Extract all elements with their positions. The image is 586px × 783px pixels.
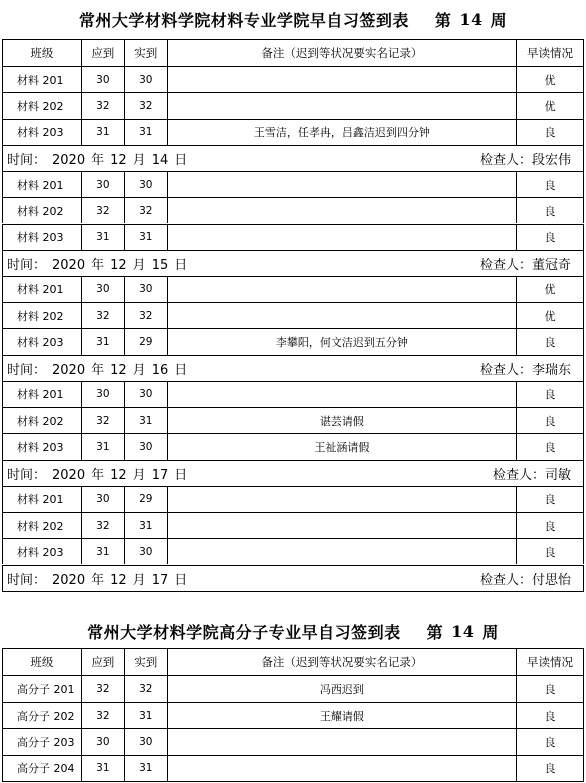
cell-present: 30 [125, 539, 168, 564]
cell-class: 材料 201 [3, 382, 82, 407]
checker-name: 检查人：李瑞东 [479, 362, 571, 378]
table-row [2, 755, 584, 782]
date-checker-row [2, 460, 584, 486]
cell-note [168, 93, 517, 118]
table-row [2, 433, 584, 459]
cell-reading: 良 [517, 539, 584, 564]
cell-class: 材料 202 [3, 198, 82, 223]
cell-class: 材料 203 [3, 120, 82, 145]
cell-due: 32 [82, 198, 125, 223]
cell-class: 材料 203 [3, 434, 82, 459]
cell-present: 31 [125, 513, 168, 538]
week-suffix: 周 [490, 11, 508, 30]
table-row [2, 276, 584, 302]
cell-class: 高分子 201 [3, 676, 82, 702]
day-value: 14 [151, 152, 169, 168]
cell-class: 高分子 202 [3, 703, 82, 729]
month-value: 12 [110, 467, 127, 483]
cell-note: 王耀请假 [168, 703, 517, 729]
cell-due: 31 [82, 120, 125, 145]
cell-reading: 良 [517, 198, 584, 223]
month-unit: 月 [132, 257, 146, 273]
cell-class: 材料 203 [3, 225, 82, 250]
table-row [2, 675, 584, 702]
cell-note: 冯西迟到 [168, 676, 517, 702]
checker-name: 检查人：付思怡 [479, 572, 571, 588]
table-row [2, 407, 584, 433]
month-value: 12 [110, 362, 127, 378]
day-value: 17 [151, 467, 169, 483]
cell-class: 材料 201 [3, 172, 82, 197]
day-unit: 日 [174, 257, 188, 273]
cell-due: 32 [82, 513, 125, 538]
cell-due: 31 [82, 329, 125, 354]
cell-class: 材料 201 [3, 277, 82, 302]
table-row [2, 66, 584, 92]
year-value: 2020 [52, 467, 86, 483]
cell-class: 材料 202 [3, 408, 82, 433]
cell-due: 31 [82, 539, 125, 564]
date-line [7, 254, 187, 273]
cell-due: 31 [82, 225, 125, 250]
cell-due: 30 [82, 487, 125, 512]
cell-due: 32 [82, 303, 125, 328]
cell-present: 29 [125, 329, 168, 354]
week-number: 14 [451, 621, 475, 641]
cell-present: 32 [125, 93, 168, 118]
day-unit: 日 [174, 362, 188, 378]
cell-present: 30 [125, 729, 168, 755]
year-value: 2020 [52, 152, 86, 168]
cell-reading: 良 [517, 329, 584, 354]
cell-note [168, 277, 517, 302]
sheet1-bottom-border [2, 591, 584, 593]
cell-due: 30 [82, 172, 125, 197]
table-row [2, 302, 584, 328]
cell-present: 31 [125, 756, 168, 781]
cell-present: 30 [125, 67, 168, 92]
month-unit: 月 [132, 152, 146, 168]
month-unit: 月 [132, 572, 146, 588]
year-unit: 年 [91, 572, 105, 588]
cell-reading: 良 [517, 487, 584, 512]
cell-reading: 良 [517, 120, 584, 145]
date-line [7, 464, 187, 483]
table-row [2, 538, 584, 564]
cell-note [168, 382, 517, 407]
week-prefix: 第 [434, 11, 452, 30]
date-checker-row [2, 145, 584, 171]
cell-note [168, 729, 517, 755]
year-unit: 年 [91, 152, 105, 168]
cell-due: 30 [82, 67, 125, 92]
header-class: 班级 [3, 649, 82, 675]
year-value: 2020 [52, 572, 86, 588]
header-class: 班级 [3, 40, 82, 66]
cell-class: 材料 202 [3, 513, 82, 538]
date-checker-row [2, 250, 584, 276]
cell-due: 30 [82, 729, 125, 755]
time-label: 时间： [7, 467, 47, 483]
checker-name: 检查人：司敏 [492, 467, 571, 483]
day-value: 17 [151, 572, 169, 588]
table-row [2, 197, 584, 223]
cell-class: 材料 203 [3, 329, 82, 354]
cell-reading: 优 [517, 277, 584, 302]
cell-due: 32 [82, 676, 125, 702]
cell-due: 32 [82, 408, 125, 433]
checker-name: 检查人：段宏伟 [479, 152, 571, 168]
month-value: 12 [110, 572, 127, 588]
cell-note [168, 172, 517, 197]
sheet-title [2, 614, 584, 648]
time-label: 时间： [7, 572, 47, 588]
day-unit: 日 [174, 152, 188, 168]
cell-present: 31 [125, 120, 168, 145]
cell-note [168, 539, 517, 564]
cell-note [168, 513, 517, 538]
checker-name: 检查人：董冠奇 [479, 257, 571, 273]
table-row [2, 224, 584, 250]
week-prefix: 第 [426, 622, 444, 642]
year-unit: 年 [91, 257, 105, 273]
cell-present: 30 [125, 382, 168, 407]
cell-class: 材料 203 [3, 539, 82, 564]
time-label: 时间： [7, 257, 47, 273]
year-value: 2020 [52, 362, 86, 378]
cell-present: 32 [125, 303, 168, 328]
cell-present: 31 [125, 408, 168, 433]
header-reading: 早读情况 [517, 40, 584, 66]
cell-present: 30 [125, 277, 168, 302]
header-reading: 早读情况 [517, 649, 584, 675]
cell-reading: 良 [517, 729, 584, 755]
title-text: 常州大学材料学院材料专业学院早自习签到表 [78, 11, 409, 30]
cell-present: 30 [125, 172, 168, 197]
week-number: 14 [459, 10, 483, 29]
cell-note: 谌芸请假 [168, 408, 517, 433]
table-row [2, 702, 584, 729]
time-label: 时间： [7, 152, 47, 168]
cell-due: 32 [82, 703, 125, 729]
year-unit: 年 [91, 467, 105, 483]
table-header-row [2, 648, 584, 675]
cell-note: 李攀阳，何文洁迟到五分钟 [168, 329, 517, 354]
header-present: 实到 [125, 40, 168, 66]
cell-reading: 优 [517, 93, 584, 118]
cell-reading: 良 [517, 225, 584, 250]
cell-note [168, 198, 517, 223]
table-row [2, 92, 584, 118]
table-row [2, 728, 584, 755]
date-line [7, 149, 187, 168]
cell-reading: 良 [517, 408, 584, 433]
cell-note: 王祉涵请假 [168, 434, 517, 459]
title-text: 常州大学材料学院高分子专业早自习签到表 [87, 622, 401, 642]
month-unit: 月 [132, 467, 146, 483]
cell-class: 材料 201 [3, 487, 82, 512]
cell-due: 30 [82, 277, 125, 302]
date-checker-row [2, 565, 584, 591]
cell-present: 29 [125, 487, 168, 512]
cell-class: 高分子 204 [3, 756, 82, 781]
cell-reading: 优 [517, 67, 584, 92]
cell-note [168, 67, 517, 92]
cell-reading: 优 [517, 303, 584, 328]
cell-due: 32 [82, 93, 125, 118]
cell-reading: 良 [517, 172, 584, 197]
cell-present: 31 [125, 225, 168, 250]
week-suffix: 周 [482, 622, 499, 642]
table-row [2, 381, 584, 407]
cell-class: 材料 202 [3, 303, 82, 328]
date-line [7, 569, 187, 588]
month-unit: 月 [132, 362, 146, 378]
day-value: 16 [151, 362, 169, 378]
cell-reading: 良 [517, 513, 584, 538]
day-unit: 日 [174, 467, 188, 483]
header-note: 备注（迟到等状况要实名记录） [168, 40, 517, 66]
cell-due: 31 [82, 434, 125, 459]
year-unit: 年 [91, 362, 105, 378]
cell-reading: 良 [517, 434, 584, 459]
cell-note: 王雪洁，任孝冉，吕鑫洁迟到四分钟 [168, 120, 517, 145]
date-line [7, 359, 187, 378]
cell-class: 材料 202 [3, 93, 82, 118]
table-row [2, 119, 584, 145]
table-row [2, 328, 584, 354]
day-value: 15 [151, 257, 169, 273]
cell-reading: 良 [517, 382, 584, 407]
cell-due: 31 [82, 756, 125, 781]
cell-reading: 良 [517, 676, 584, 702]
cell-note [168, 303, 517, 328]
cell-reading: 良 [517, 756, 584, 781]
cell-note [168, 756, 517, 781]
cell-note [168, 225, 517, 250]
table-row [2, 171, 584, 197]
cell-class: 高分子 203 [3, 729, 82, 755]
cell-present: 32 [125, 198, 168, 223]
day-unit: 日 [174, 572, 188, 588]
cell-class: 材料 201 [3, 67, 82, 92]
cell-present: 31 [125, 703, 168, 729]
header-due: 应到 [82, 40, 125, 66]
month-value: 12 [110, 152, 127, 168]
time-label: 时间： [7, 362, 47, 378]
sheet-title [2, 0, 584, 39]
cell-note [168, 487, 517, 512]
header-due: 应到 [82, 649, 125, 675]
header-present: 实到 [125, 649, 168, 675]
table-row [2, 486, 584, 512]
table-row [2, 512, 584, 538]
cell-due: 30 [82, 382, 125, 407]
table-header-row [2, 39, 584, 66]
month-value: 12 [110, 257, 127, 273]
cell-present: 32 [125, 676, 168, 702]
year-value: 2020 [52, 257, 86, 273]
cell-present: 30 [125, 434, 168, 459]
header-note: 备注（迟到等状况要实名记录） [168, 649, 517, 675]
cell-reading: 良 [517, 703, 584, 729]
date-checker-row [2, 355, 584, 381]
